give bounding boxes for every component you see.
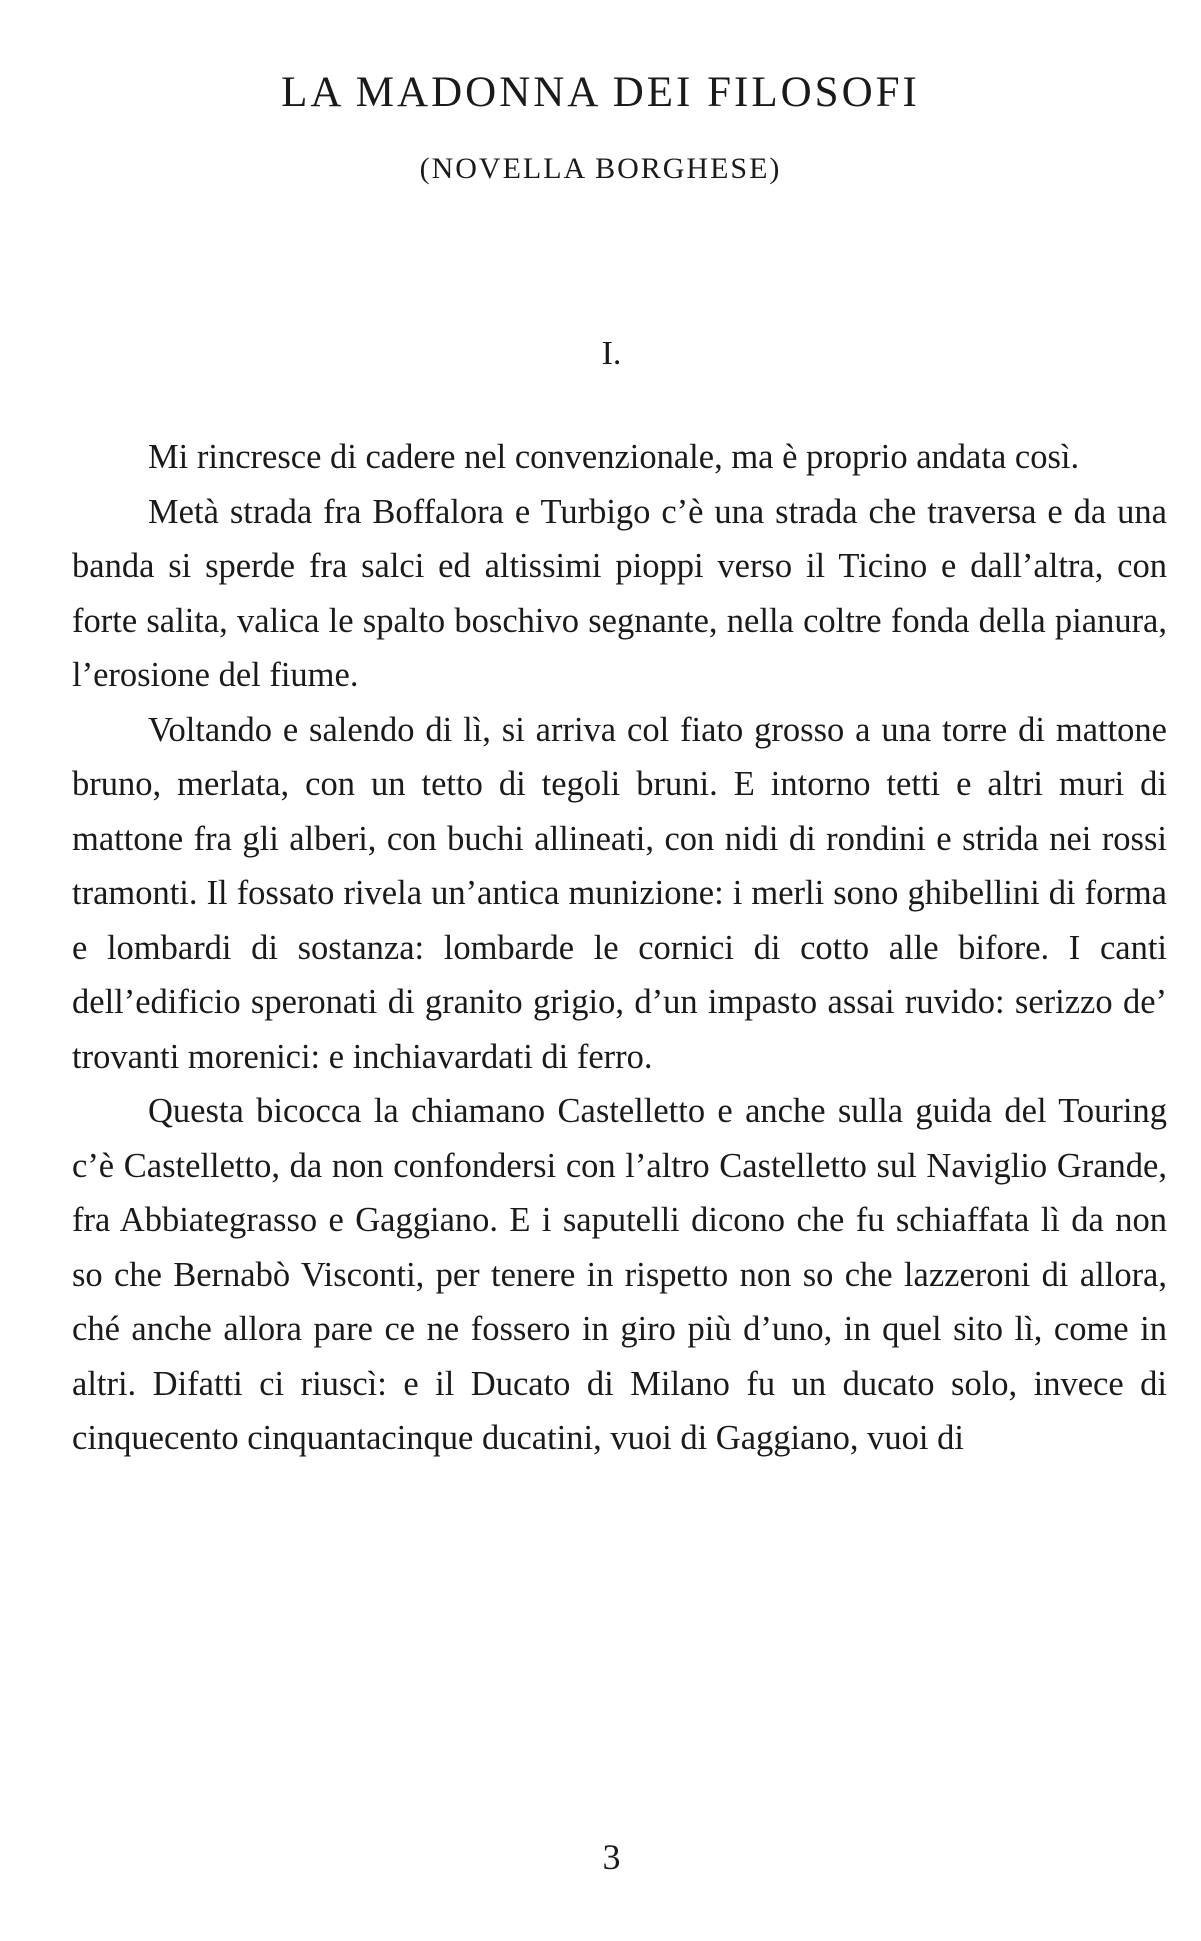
paragraph: Mi rincresce di cadere nel convenzionale, ma è proprio andata così. (148, 438, 1080, 476)
paragraph: Metà strada fra Boffalora e Turbigo c’è una strada che traversa e da una banda si sperde fra salci ed altissimi pioppi verso il Ticino e dall’altra, con forte salita, valica le spalto boschivo segnante, nella coltre fonda della pianura, l’erosione del fiume. (72, 492, 1167, 694)
paragraph: Questa bicocca la chiamano Castelletto e anche sulla guida del Touring c’è Castelletto, da non confondersi con l’altro Castelletto sul Naviglio Grande, fra Abbiategrasso e Gaggiano. E i saputelli dicono che fu schiaffata lì da non so che Bernabò Visconti, per tenere in rispetto non so che lazzeroni di allora, ché anche allora pare ce ne fossero in giro più d’uno, in quel sito lì, come in altri. Difatti ci riuscì: e il Ducato di Milano fu un ducato solo, invece di cinquecento cinquantacinque ducatini, vuoi di Gaggiano, vuoi di (72, 1092, 1167, 1457)
text-body (72, 430, 1167, 1466)
chapter-heading: I. (601, 335, 622, 372)
paragraph: Voltando e salendo di lì, si arriva col fiato grosso a una torre di mattone bruno, merlata, con un tetto di tegoli bruni. E intorno tetti e altri muri di mattone fra gli alberi, con buchi allineati, con nidi di rondini e strida nei rossi tramonti. Il fossato rivela un’antica munizione: i merli sono ghibellini di forma e lombardi di sostanza: lombarde le cornici di cotto alle bifore. I canti dell’edificio speronati di granito grigio, d’un impasto assai ruvido: serizzo de’ trovanti morenici: e inchiavardati di ferro. (72, 710, 1167, 1076)
page-title: LA MADONNA DEI FILOSOFI (281, 69, 920, 116)
page-number: 3 (602, 1837, 621, 1877)
page-subtitle: (NOVELLA BORGHESE) (419, 152, 782, 185)
